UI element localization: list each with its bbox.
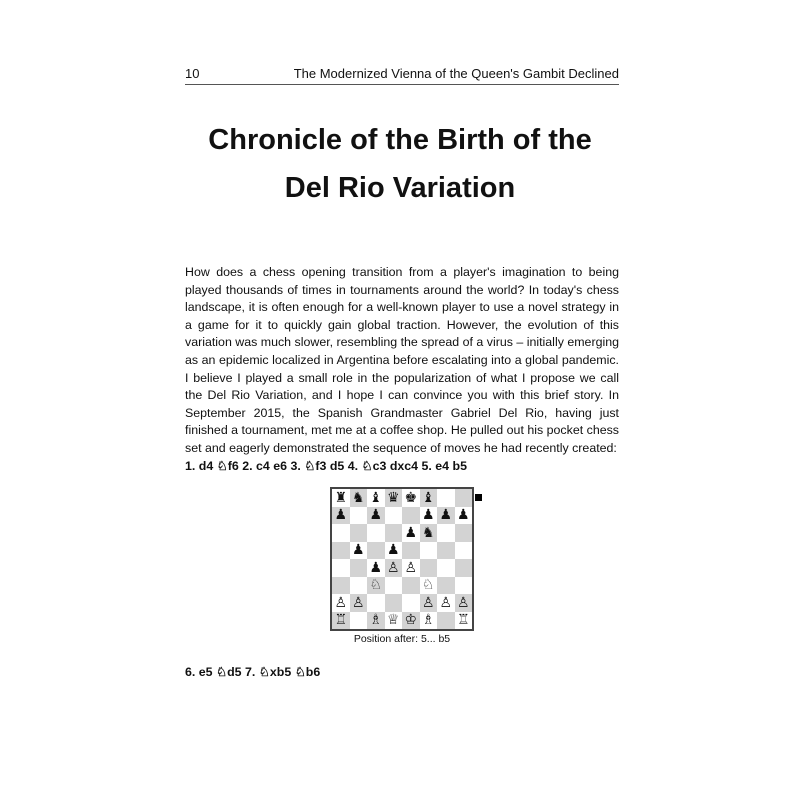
board-square bbox=[350, 577, 368, 595]
board-square bbox=[402, 577, 420, 595]
board-square bbox=[367, 542, 385, 560]
board-square: ♟ bbox=[437, 507, 455, 525]
board-square: ♛ bbox=[385, 489, 403, 507]
board-square: ♙ bbox=[455, 594, 473, 612]
board-square: ♝ bbox=[420, 489, 438, 507]
board-square: ♔ bbox=[402, 612, 420, 630]
board-square: ♟ bbox=[367, 559, 385, 577]
board-square bbox=[350, 612, 368, 630]
board-square: ♟ bbox=[385, 542, 403, 560]
board-square: ♟ bbox=[350, 542, 368, 560]
board-square: ♙ bbox=[402, 559, 420, 577]
black-to-move-marker bbox=[475, 494, 482, 501]
board-square: ♟ bbox=[420, 507, 438, 525]
board-square bbox=[420, 542, 438, 560]
board-square: ♟ bbox=[367, 507, 385, 525]
board-square bbox=[332, 542, 350, 560]
board-square bbox=[332, 577, 350, 595]
board-square bbox=[367, 594, 385, 612]
board-square: ♞ bbox=[420, 524, 438, 542]
board-square: ♟ bbox=[402, 524, 420, 542]
body-paragraph: How does a chess opening transition from a player's imagination to being played thousands of times in tournaments around the world? In today's chess landscape, it is often enough for a well-known player to use a novel strategy in a game for it to quickly gain global traction. However, the evolution of this variation was much slower, resembling the spread of a virus – initially emerging as an epidemic localized in Argentina before escalating into a global pandemic. I believe I played a small role in the popularization of what I propose we call the Del Rio Variation, and I hope I can convince you with this brief story. In September 2015, the Spanish Grandmaster Gabriel Del Rio, having just finished a tournament, met me at a coffee shop. He pulled out his pocket chess set and eagerly demonstrated the sequence of moves he had recently created: bbox=[185, 265, 619, 455]
board-square bbox=[437, 542, 455, 560]
board-square bbox=[437, 612, 455, 630]
board-square bbox=[402, 594, 420, 612]
chess-board-diagram bbox=[330, 487, 474, 631]
board-square bbox=[455, 542, 473, 560]
board-square bbox=[385, 594, 403, 612]
board-square: ♞ bbox=[350, 489, 368, 507]
board-square bbox=[385, 577, 403, 595]
board-square: ♙ bbox=[437, 594, 455, 612]
board-square: ♖ bbox=[455, 612, 473, 630]
board-square bbox=[455, 559, 473, 577]
board-square: ♘ bbox=[367, 577, 385, 595]
move-sequence-1: 1. d4 ♘f6 2. c4 e6 3. ♘f3 d5 4. ♘c3 dxc4 5. e4 b5 bbox=[185, 459, 467, 473]
board-square bbox=[350, 524, 368, 542]
board-square: ♙ bbox=[332, 594, 350, 612]
board-square: ♗ bbox=[367, 612, 385, 630]
board-square bbox=[437, 577, 455, 595]
chapter-title-line-1: Chronicle of the Birth of the bbox=[208, 124, 592, 156]
board-square: ♙ bbox=[385, 559, 403, 577]
board-square: ♙ bbox=[350, 594, 368, 612]
board-square: ♕ bbox=[385, 612, 403, 630]
board-square bbox=[420, 559, 438, 577]
board-square: ♗ bbox=[420, 612, 438, 630]
board-square bbox=[402, 507, 420, 525]
board-square: ♚ bbox=[402, 489, 420, 507]
running-header bbox=[185, 64, 619, 85]
page-number: 10 bbox=[185, 66, 200, 81]
board-square: ♜ bbox=[332, 489, 350, 507]
board-square bbox=[350, 559, 368, 577]
board-square: ♖ bbox=[332, 612, 350, 630]
board-square bbox=[385, 507, 403, 525]
board-square bbox=[385, 524, 403, 542]
board-square: ♘ bbox=[420, 577, 438, 595]
board-square: ♙ bbox=[420, 594, 438, 612]
board-square: ♟ bbox=[455, 507, 473, 525]
board-caption: Position after: 5... b5 bbox=[353, 633, 451, 645]
chapter-title-line-2: Del Rio Variation bbox=[284, 172, 516, 204]
board-square bbox=[367, 524, 385, 542]
board-square: ♝ bbox=[367, 489, 385, 507]
board-square: ♟ bbox=[332, 507, 350, 525]
move-sequence-2: 6. e5 ♘d5 7. ♘xb5 ♘b6 bbox=[185, 665, 321, 679]
board-square bbox=[402, 542, 420, 560]
board-square bbox=[332, 524, 350, 542]
board-square bbox=[437, 524, 455, 542]
board-square bbox=[332, 559, 350, 577]
board-square bbox=[455, 489, 473, 507]
board-square bbox=[455, 577, 473, 595]
board-square bbox=[350, 507, 368, 525]
board-square bbox=[437, 559, 455, 577]
board-square bbox=[437, 489, 455, 507]
board-square bbox=[455, 524, 473, 542]
running-title: The Modernized Vienna of the Queen's Gambit Declined bbox=[293, 66, 619, 81]
